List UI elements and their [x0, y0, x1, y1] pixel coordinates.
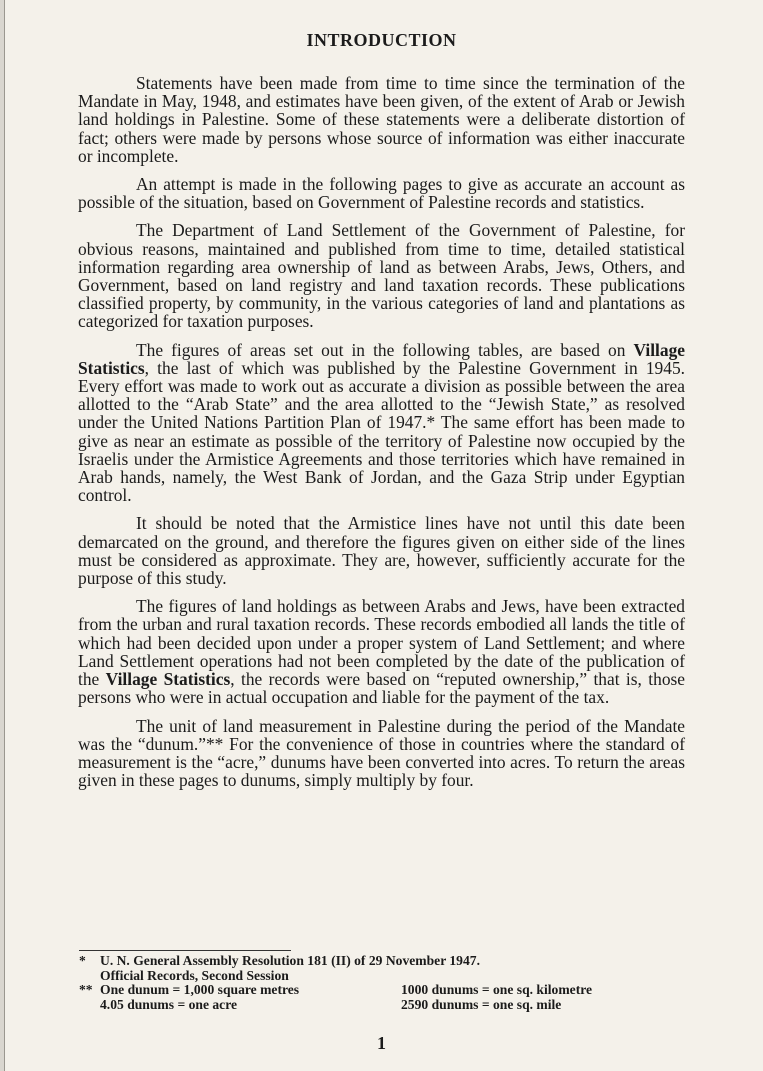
body-paragraph	[78, 717, 685, 790]
footnote-text: One dunum = 1,000 square metres	[100, 982, 300, 998]
footnote-divider	[79, 950, 291, 951]
body-paragraph	[78, 74, 685, 165]
footnotes	[79, 954, 679, 1012]
body-text	[78, 74, 685, 799]
page-title: INTRODUCTION	[306, 30, 457, 50]
paragraph-text: Statements have been made from time to time since the termination of the Mandate in May, 1948, and estimates have been given, of the extent of Arab or Jewish land holdings in Palestine. Some of these statements were a deliberate distortion of fact; others were made by persons whose source of information was either inaccurate or incomplete.	[78, 73, 685, 166]
paragraph-text: The figures of land holdings as between Arabs and Jews, have been extracted from the urban and rural taxation records. These records embodied all lands the title of which had been decided upon under a proper system of Land Settlement; and where Land Settlement operations had not been completed by the date of the publication of the	[78, 596, 685, 690]
footnote-text: Official Records, Second Session	[100, 967, 289, 983]
paragraph-text: , the records were based on “reputed ownership,” that is, those persons who were in actual occupation and liable for the payment of the tax.	[78, 669, 685, 708]
footnote-line	[79, 998, 679, 1013]
page-binding-edge	[0, 0, 5, 1071]
footnote-mark: *	[79, 953, 86, 968]
publication-title: Village Statistics	[105, 669, 231, 690]
footnote-text: 4.05 dunums = one acre	[100, 996, 238, 1012]
paragraph-text: The unit of land measurement in Palestine during the period of the Mandate was the “dunum.”** For the convenience of those in countries where the standard of measurement is the “acre,” dunums have been converted into acres. To return the areas given in these pages to dunums, simply multiply by four.	[78, 715, 685, 791]
body-paragraph	[78, 341, 685, 505]
page-number: 1	[377, 1033, 386, 1053]
publication-title: Village Statistics	[78, 339, 685, 378]
footnote-conversion: 1000 dunums = one sq. kilometre	[401, 982, 593, 998]
footnote-text: U. N. General Assembly Resolution 181 (II) of 29 November 1947.	[100, 953, 480, 968]
body-paragraph	[78, 221, 685, 330]
footnote-conversion: 2590 dunums = one sq. mile	[401, 996, 562, 1012]
paragraph-text: The Department of Land Settlement of the Government of Palestine, for obvious reasons, maintained and published from time to time, detailed statistical information regarding area ownership of land as between Arabs, Jews, Others, and Government, based on land registry and land taxation records. These publications classified property, by community, in the various categories of land and plantations as categorized for taxation purposes.	[78, 220, 685, 332]
footnote-line	[79, 954, 679, 969]
footnote-line	[79, 969, 679, 984]
body-paragraph	[78, 175, 685, 211]
body-paragraph	[78, 514, 685, 587]
paragraph-text: The figures of areas set out in the following tables, are based on	[136, 339, 634, 360]
footnote-line	[79, 983, 679, 998]
footnote-mark: **	[79, 982, 93, 998]
body-paragraph	[78, 597, 685, 706]
paragraph-text: An attempt is made in the following pages to give as accurate an account as possible of the situation, based on Government of Palestine records and statistics.	[78, 174, 685, 213]
paragraph-text: It should be noted that the Armistice lines have not until this date been demarcated on the ground, and therefore the figures given on either side of the lines must be considered as approximate. They are, however, sufficiently accurate for the purpose of this study.	[78, 513, 685, 589]
paragraph-text: , the last of which was published by the Palestine Government in 1945. Every effort was made to work out as accurate a division as possible between the area allotted to the “Arab State” and the area allotted to the “Jewish State,” as resolved under the United Nations Partition Plan of 1947.* The same effort has been made to give as near an estimate as possible of the territory of Palestine now occupied by the Israelis under the Armistice Agreements and those territories which have remained in Arab hands, namely, the West Bank of Jordan, and the Gaza Strip under Egyptian control.	[78, 357, 685, 506]
